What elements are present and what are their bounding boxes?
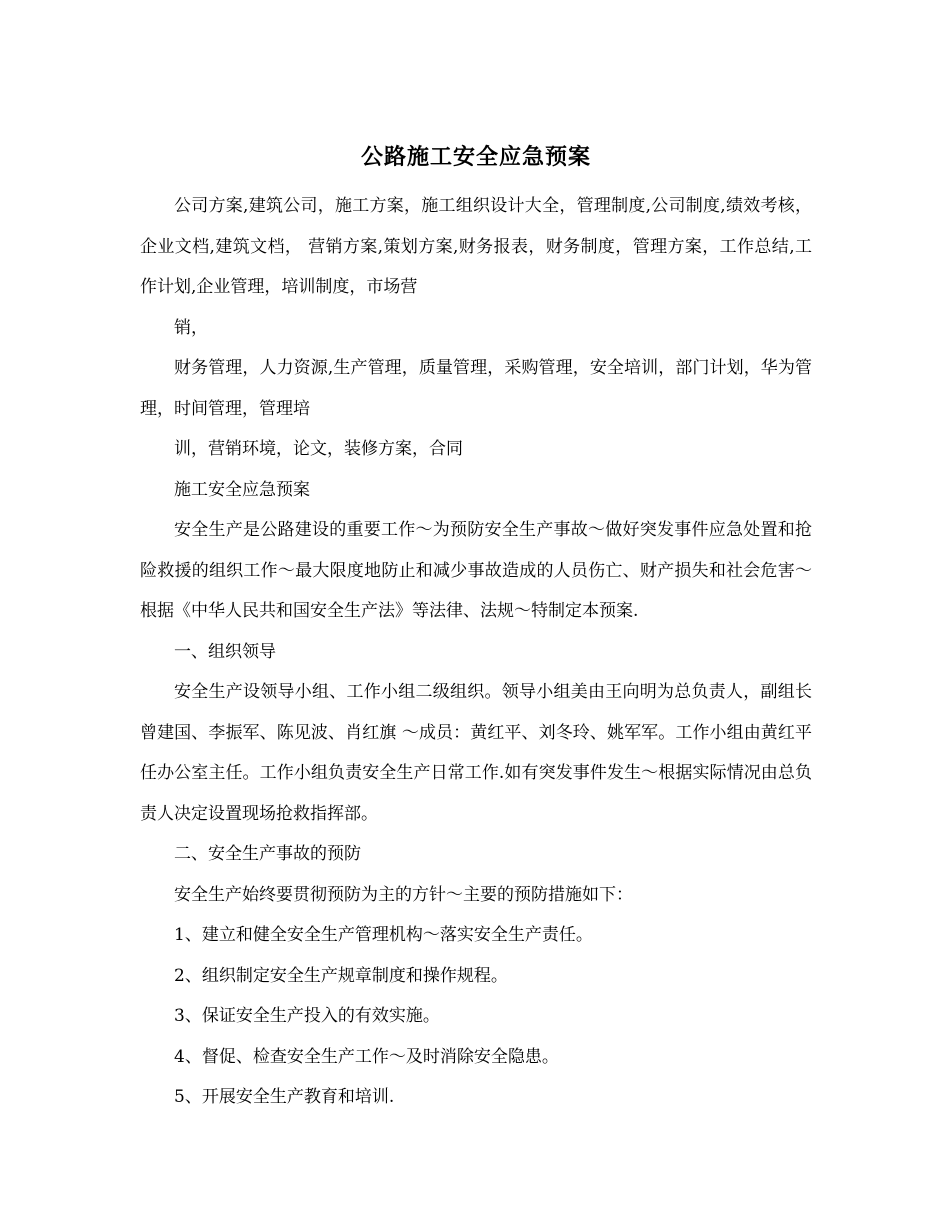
section-heading-prevention: 二、安全生产事故的预防 [174,844,361,864]
organization-paragraph: 安全生产设领导小组、工作小组二级组织。领导小组美由王向明为总负责人，副组长曾建国、李振军、陈见波、肖红旗 ～成员：黄红平、刘冬玲、姚军军。工作小组由黄红平任办公室主任。工作小组负责安全生产日常工作.如有突发事件发生～根据实际情况由总负责人决定设置现场抢救指挥部。 [140,682,812,824]
prevention-item: 5、开展安全生产教育和培训. [174,1087,395,1107]
prevention-item: 3、保证安全生产投入的有效实施。 [174,1006,440,1026]
prevention-item: 4、督促、检查安全生产工作～及时消除安全隐患。 [174,1046,559,1067]
prevention-item: 1、建立和健全安全生产管理机构～落实安全生产责任。 [174,925,593,945]
intro-paragraph: 公司方案,建筑公司，施工方案，施工组织设计大全，管理制度,公司制度,绩效考核，企业文档,建筑文档， 营销方案,策划方案,财务报表，财务制度，管理方案，工作总结,工作计划,企业管理，培训制度，市场营 [140,196,812,297]
doc-heading: 施工安全应急预案 [174,479,310,500]
document-title: 公路施工安全应急预案 [360,144,591,170]
preamble-paragraph: 安全生产是公路建设的重要工作～为预防安全生产事故～做好突发事件应急处置和抢险救援的组织工作～最大限度地防止和减少事故造成的人员伤亡、财产损失和社会危害～根据《中华人民共和国安全生产法》等法律、法规～特制定本预案. [140,520,812,621]
intro-fragment-2: 训，营销环境，论文，装修方案，合同 [174,439,463,459]
prevention-item: 2、组织制定安全生产规章制度和操作规程。 [174,965,508,986]
intro-fragment: 销， [174,317,208,338]
prevention-lead: 安全生产始终要贯彻预防为主的方针～主要的预防措施如下： [174,884,633,905]
intro-paragraph-2: 财务管理，人力资源,生产管理，质量管理，采购管理，安全培训，部门计划，华为管理，时间管理，管理培 [140,358,812,419]
document-page [140,140,812,1118]
section-heading-organization: 一、组织领导 [174,641,276,662]
